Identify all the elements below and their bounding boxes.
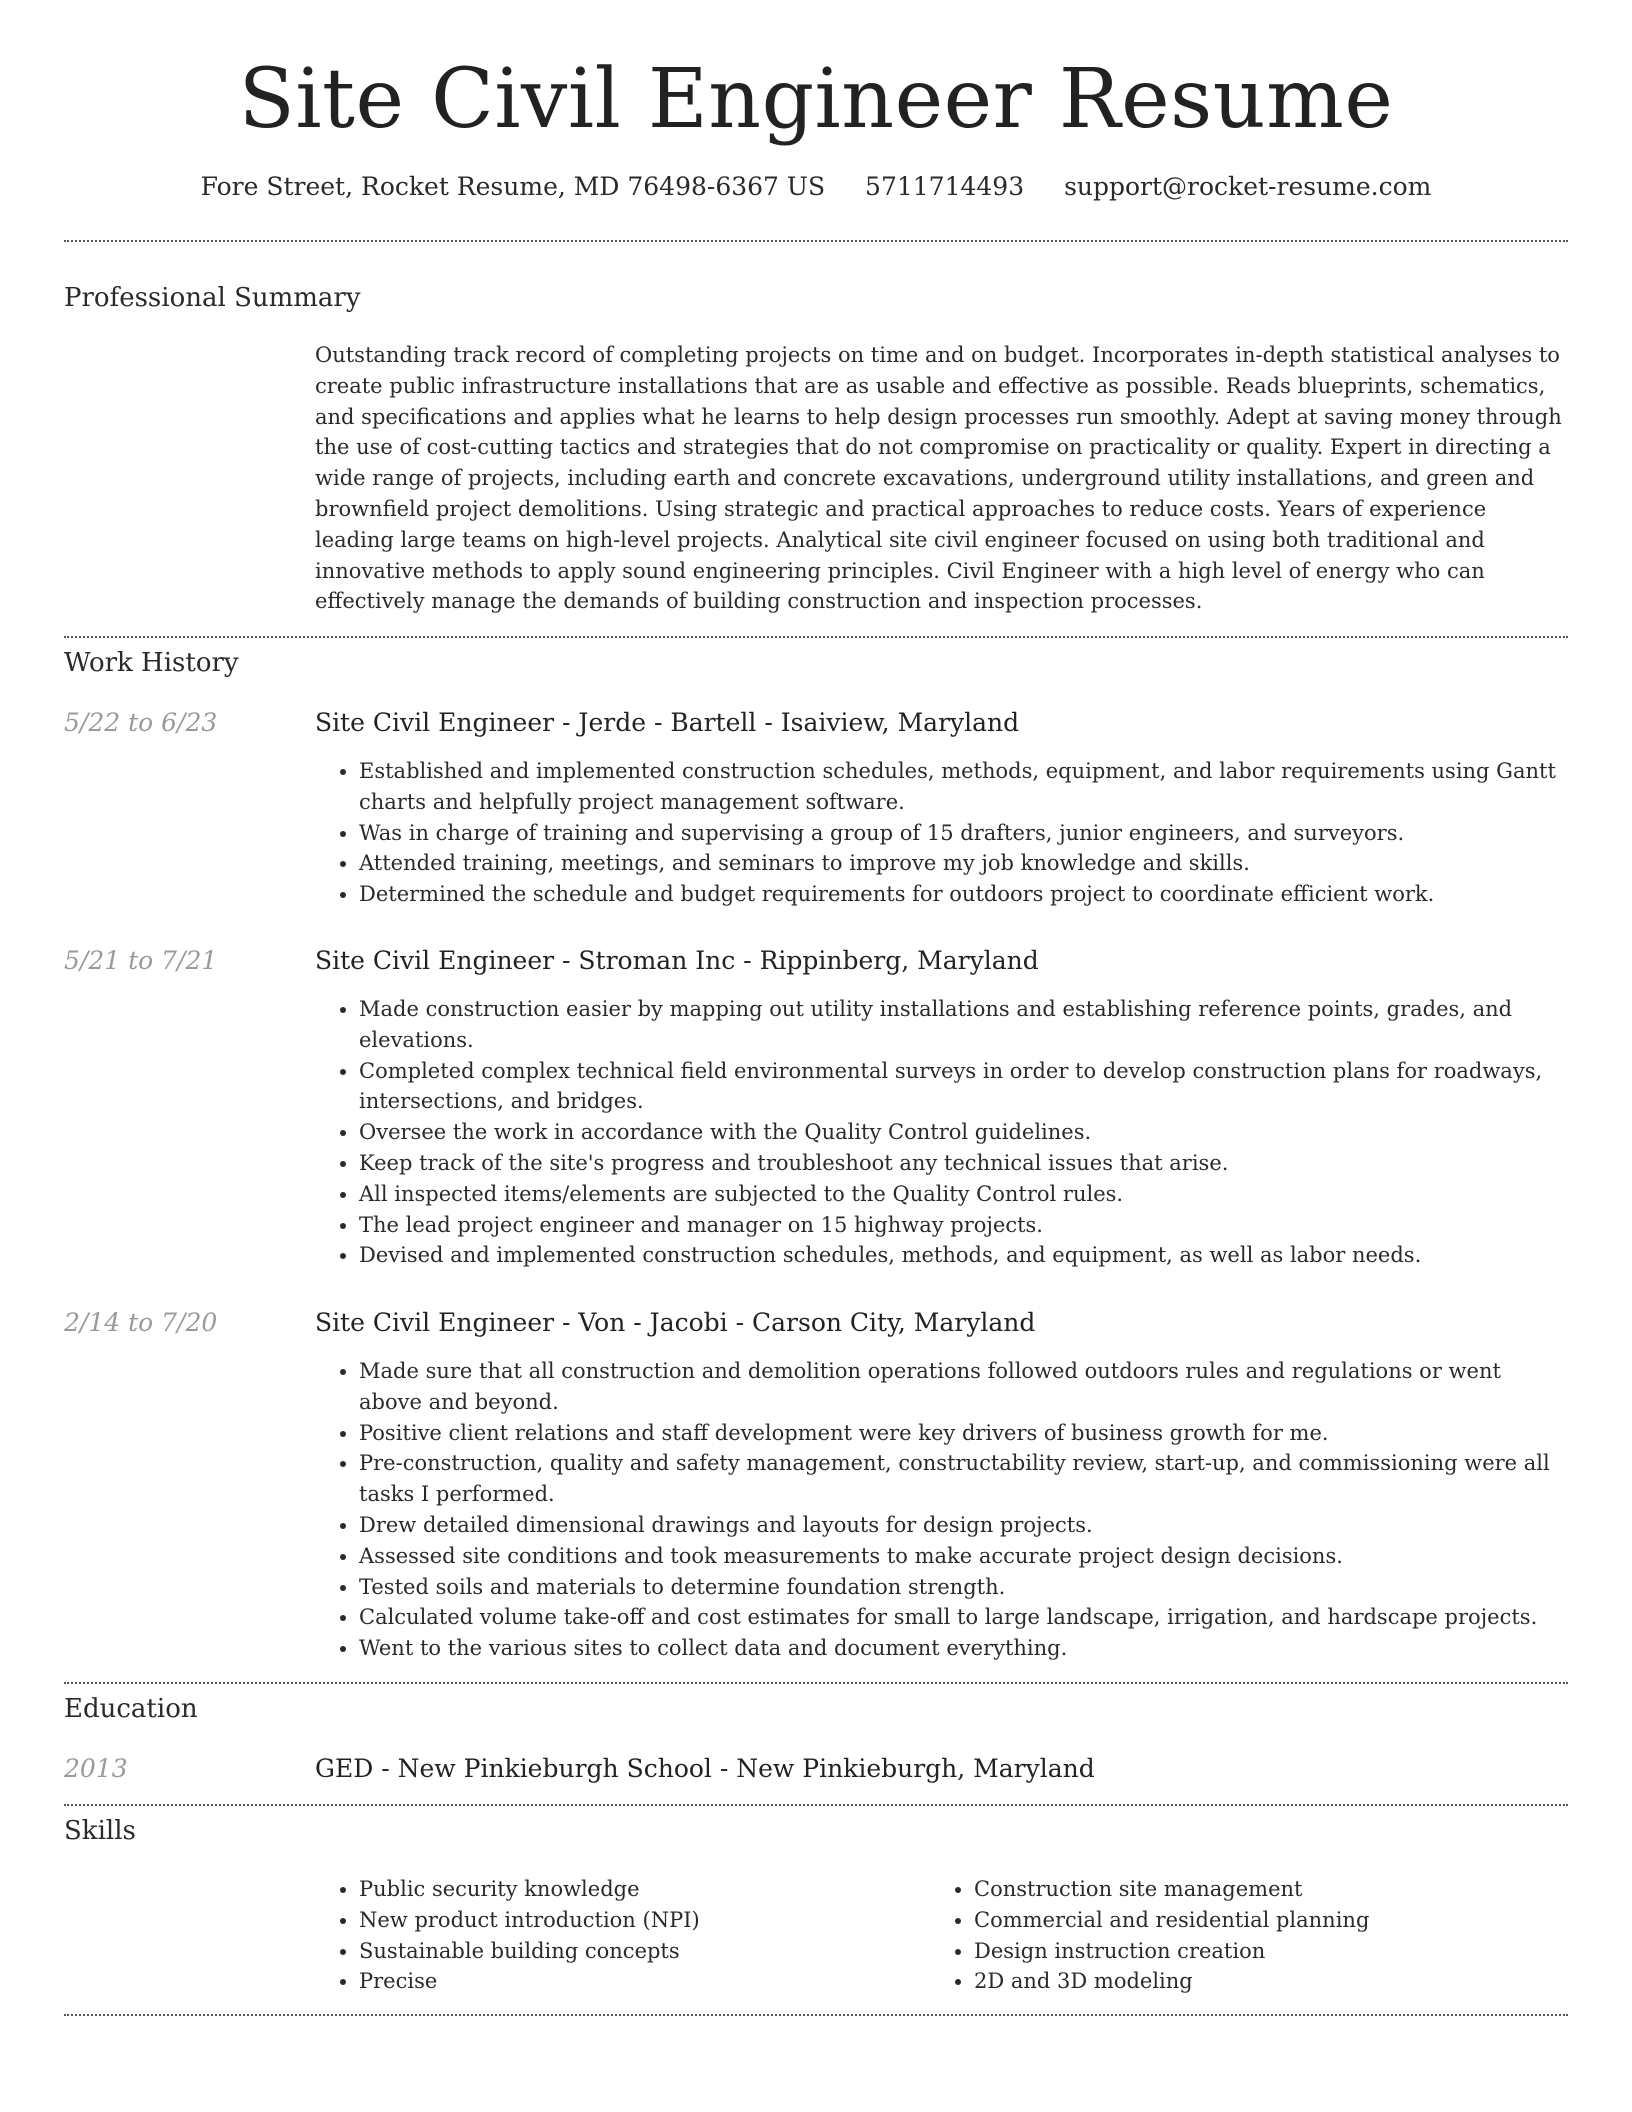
education-year: 2013 <box>64 1754 128 1783</box>
contact-phone: 5711714493 <box>865 172 1025 201</box>
list-item: • Attended training, meetings, and seminars to improve my job knowledge and skills. <box>359 848 1568 879</box>
divider <box>64 240 1568 242</box>
list-item: • All inspected items/elements are subjected to the Quality Control rules. <box>359 1179 1568 1210</box>
list-item: • Tested soils and materials to determine foundation strength. <box>359 1572 1568 1603</box>
skills-list-right <box>930 1874 1568 1997</box>
divider <box>64 2014 1568 2016</box>
job-bullets <box>315 1356 1568 1664</box>
list-item: • Keep track of the site's progress and troubleshoot any technical issues that arise. <box>359 1148 1568 1179</box>
list-item: • Went to the various sites to collect data and document everything. <box>359 1633 1568 1664</box>
job-title: Site Civil Engineer - Jerde - Bartell - Isaiview, Maryland <box>315 708 1020 737</box>
skills-list-left <box>315 1874 925 1997</box>
divider <box>64 1682 1568 1684</box>
divider <box>64 636 1568 638</box>
section-title-summary: Professional Summary <box>64 283 361 313</box>
list-item: • Sustainable building concepts <box>359 1936 925 1967</box>
contact-email: support@rocket-resume.com <box>1064 172 1432 201</box>
education-title: GED - New Pinkieburgh School - New Pinkieburgh, Maryland <box>315 1754 1095 1783</box>
list-item: • Made sure that all construction and demolition operations followed outdoors rules and regulations or went above and beyond. <box>359 1356 1568 1418</box>
job-dates: 5/22 to 6/23 <box>64 708 218 737</box>
contact-line <box>0 170 1632 204</box>
job-title: Site Civil Engineer - Von - Jacobi - Carson City, Maryland <box>315 1308 1036 1337</box>
job-bullets <box>315 756 1568 910</box>
list-item: • Pre-construction, quality and safety management, constructability review, start-up, and commissioning were all tasks I performed. <box>359 1448 1568 1510</box>
list-item: • Determined the schedule and budget requirements for outdoors project to coordinate efficient work. <box>359 879 1568 910</box>
job-dates: 5/21 to 7/21 <box>64 946 218 975</box>
list-item: • Commercial and residential planning <box>974 1905 1568 1936</box>
job-bullets <box>315 994 1568 1271</box>
resume-title: Site Civil Engineer Resume <box>238 52 1394 147</box>
list-item: • Completed complex technical field environmental surveys in order to develop construction plans for roadways, intersections, and bridges. <box>359 1056 1568 1118</box>
list-item: • Precise <box>359 1966 925 1997</box>
list-item: • Devised and implemented construction schedules, methods, and equipment, as well as labor needs. <box>359 1240 1568 1271</box>
section-title-skills: Skills <box>64 1816 136 1846</box>
list-item: • Design instruction creation <box>974 1936 1568 1967</box>
section-title-education: Education <box>64 1694 198 1724</box>
job-dates: 2/14 to 7/20 <box>64 1308 218 1337</box>
contact-address: Fore Street, Rocket Resume, MD 76498-6367 US <box>200 172 826 201</box>
list-item: • 2D and 3D modeling <box>974 1966 1568 1997</box>
list-item: • Positive client relations and staff development were key drivers of business growth for me. <box>359 1418 1568 1449</box>
list-item: • Calculated volume take-off and cost estimates for small to large landscape, irrigation, and hardscape projects. <box>359 1602 1568 1633</box>
list-item: • Established and implemented construction schedules, methods, equipment, and labor requirements using Gantt charts and helpfully project management software. <box>359 756 1568 818</box>
list-item: • Oversee the work in accordance with the Quality Control guidelines. <box>359 1117 1568 1148</box>
list-item: • Construction site management <box>974 1874 1568 1905</box>
list-item: • The lead project engineer and manager on 15 highway projects. <box>359 1210 1568 1241</box>
list-item: • New product introduction (NPI) <box>359 1905 925 1936</box>
divider <box>64 1804 1568 1806</box>
job-title: Site Civil Engineer - Stroman Inc - Rippinberg, Maryland <box>315 946 1039 975</box>
list-item: • Was in charge of training and supervising a group of 15 drafters, junior engineers, and surveyors. <box>359 818 1568 849</box>
list-item: • Made construction easier by mapping out utility installations and establishing reference points, grades, and elevations. <box>359 994 1568 1056</box>
summary-text: Outstanding track record of completing projects on time and on budget. Incorporates in-depth statistical analyses to create public infrastructure installations that are as usable and effective as possible. Reads blueprints, schematics, and specifications and applies what he learns to help design processes run smoothly. Adept at saving money through the use of cost-cutting tactics and strategies that do not compromise on practicality or quality. Expert in directing a wide range of projects, including earth and concrete excavations, underground utility installations, and green and brownfield project demolitions. Using strategic and practical approaches to reduce costs. Years of experience leading large teams on high-level projects. Analytical site civil engineer focused on using both traditional and innovative methods to apply sound engineering principles. Civil Engineer with a high level of energy who can effectively manage the demands of building construction and inspection processes. <box>315 343 1562 614</box>
list-item: • Public security knowledge <box>359 1874 925 1905</box>
list-item: • Assessed site conditions and took measurements to make accurate project design decisions. <box>359 1541 1568 1572</box>
section-title-work-history: Work History <box>64 648 239 678</box>
list-item: • Drew detailed dimensional drawings and layouts for design projects. <box>359 1510 1568 1541</box>
